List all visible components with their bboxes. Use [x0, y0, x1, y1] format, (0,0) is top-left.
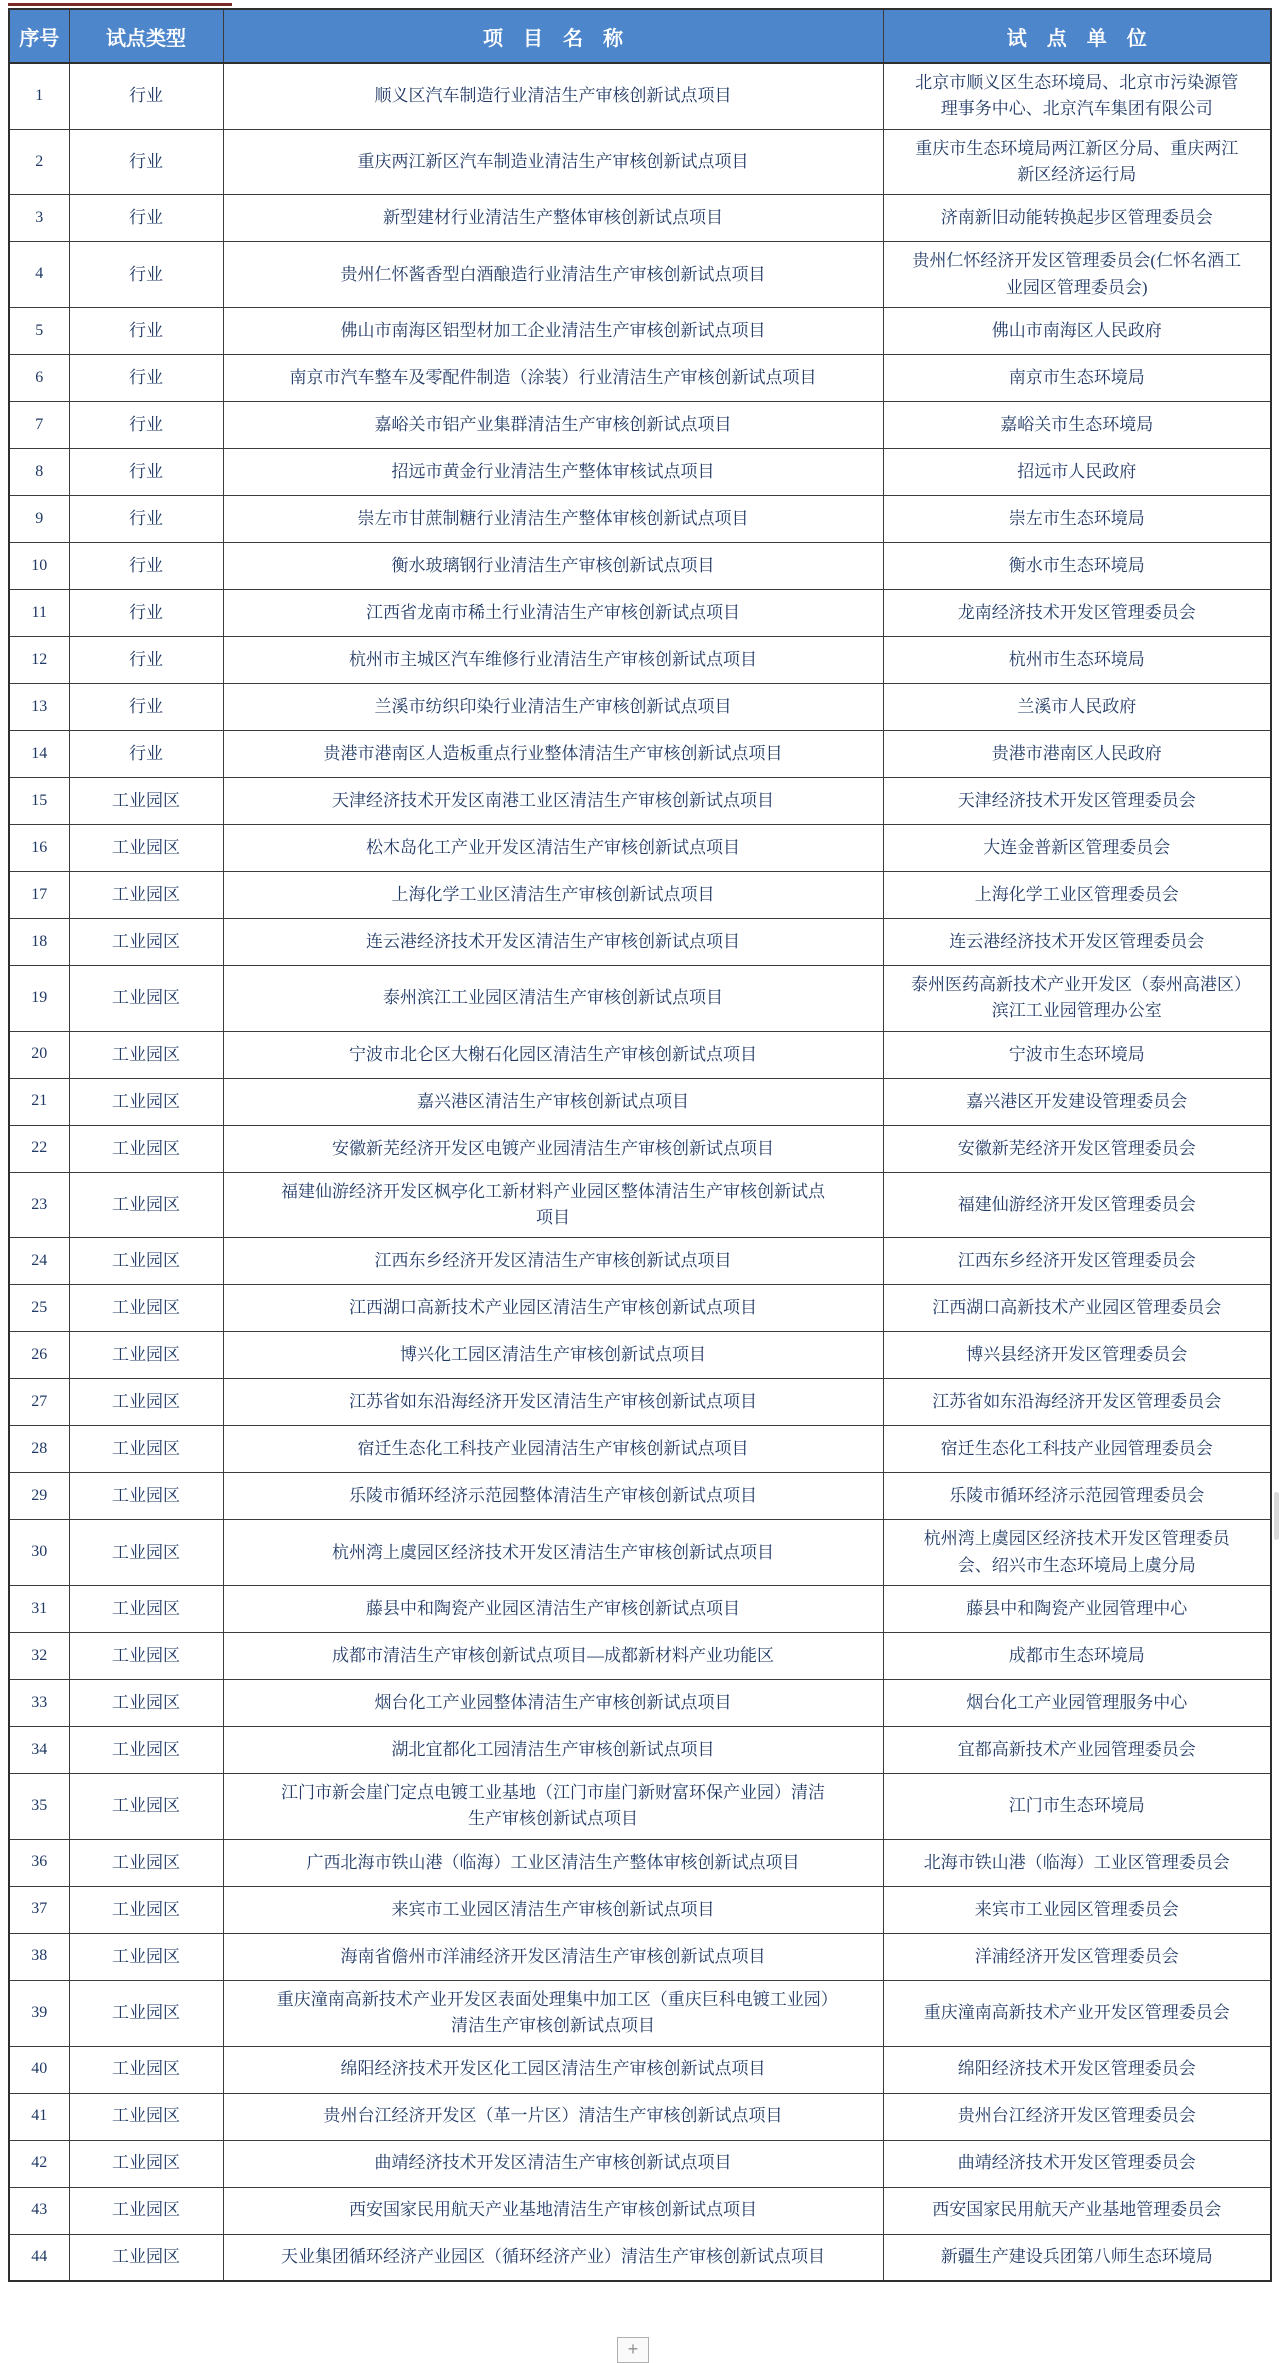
header-row: [9, 9, 1271, 63]
project-name-cell: 宿迁生态化工科技产业园清洁生产审核创新试点项目: [223, 1426, 883, 1473]
project-name-cell: 安徽新芜经济开发区电镀产业园清洁生产审核创新试点项目: [223, 1125, 883, 1172]
table-row: [9, 1727, 1271, 1774]
pilot-type-cell: 工业园区: [69, 1172, 223, 1238]
table-row: [9, 308, 1271, 355]
pilot-type-cell: 工业园区: [69, 1379, 223, 1426]
pilot-type-cell: 行业: [69, 731, 223, 778]
pilot-unit-cell: 博兴县经济开发区管理委员会: [883, 1332, 1271, 1379]
pilot-unit-cell: 大连金普新区管理委员会: [883, 825, 1271, 872]
pilot-unit-cell: 佛山市南海区人民政府: [883, 308, 1271, 355]
table-row: [9, 1839, 1271, 1886]
pilot-type-cell: 工业园区: [69, 872, 223, 919]
row-number-cell: 7: [9, 402, 69, 449]
table-row: [9, 195, 1271, 242]
table-row: [9, 1520, 1271, 1586]
pilot-type-cell: 行业: [69, 590, 223, 637]
row-number-cell: 17: [9, 872, 69, 919]
table-row: [9, 129, 1271, 195]
table-row: [9, 63, 1271, 129]
table-row: [9, 1980, 1271, 2046]
pilot-unit-cell: 洋浦经济开发区管理委员会: [883, 1933, 1271, 1980]
table-row: [9, 496, 1271, 543]
pilot-unit-cell: 安徽新芜经济开发区管理委员会: [883, 1125, 1271, 1172]
row-number-cell: 30: [9, 1520, 69, 1586]
project-name-cell: 贵港市港南区人造板重点行业整体清洁生产审核创新试点项目: [223, 731, 883, 778]
pilot-type-cell: 工业园区: [69, 2234, 223, 2281]
pilot-type-cell: 工业园区: [69, 1332, 223, 1379]
project-name-cell: 嘉兴港区清洁生产审核创新试点项目: [223, 1078, 883, 1125]
table-row: [9, 1933, 1271, 1980]
pilot-type-cell: 行业: [69, 684, 223, 731]
project-name-cell: 湖北宜都化工园清洁生产审核创新试点项目: [223, 1727, 883, 1774]
pilot-unit-cell: 北京市顺义区生态环境局、北京市污染源管理事务中心、北京汽车集团有限公司: [883, 63, 1271, 129]
row-number-cell: 18: [9, 919, 69, 966]
project-name-cell: 松木岛化工产业开发区清洁生产审核创新试点项目: [223, 825, 883, 872]
pilot-unit-cell: 北海市铁山港（临海）工业区管理委员会: [883, 1839, 1271, 1886]
table-header: [9, 9, 1271, 63]
table-row: [9, 966, 1271, 1032]
table-row: [9, 1285, 1271, 1332]
pilot-unit-cell: 曲靖经济技术开发区管理委员会: [883, 2140, 1271, 2187]
pilot-type-cell: 工业园区: [69, 2140, 223, 2187]
project-name-cell: 福建仙游经济开发区枫亭化工新材料产业园区整体清洁生产审核创新试点项目: [223, 1172, 883, 1238]
project-name-cell: 上海化学工业区清洁生产审核创新试点项目: [223, 872, 883, 919]
pilot-unit-cell: 招远市人民政府: [883, 449, 1271, 496]
project-name-cell: 重庆两江新区汽车制造业清洁生产审核创新试点项目: [223, 129, 883, 195]
project-name-cell: 绵阳经济技术开发区化工园区清洁生产审核创新试点项目: [223, 2046, 883, 2093]
row-number-cell: 12: [9, 637, 69, 684]
pilot-type-cell: 工业园区: [69, 2046, 223, 2093]
row-number-cell: 43: [9, 2187, 69, 2234]
project-name-cell: 贵州台江经济开发区（革一片区）清洁生产审核创新试点项目: [223, 2093, 883, 2140]
pilot-unit-cell: 乐陵市循环经济示范园管理委员会: [883, 1473, 1271, 1520]
project-name-cell: 江西湖口高新技术产业园区清洁生产审核创新试点项目: [223, 1285, 883, 1332]
project-name-cell: 泰州滨江工业园区清洁生产审核创新试点项目: [223, 966, 883, 1032]
table-row: [9, 1379, 1271, 1426]
table-row: [9, 1586, 1271, 1633]
row-number-cell: 14: [9, 731, 69, 778]
pilot-unit-cell: 天津经济技术开发区管理委员会: [883, 778, 1271, 825]
pilot-type-cell: 工业园区: [69, 2093, 223, 2140]
table-row: [9, 1680, 1271, 1727]
row-number-cell: 33: [9, 1680, 69, 1727]
pilot-type-cell: 工业园区: [69, 1886, 223, 1933]
row-number-cell: 5: [9, 308, 69, 355]
table-row: [9, 1473, 1271, 1520]
project-name-cell: 乐陵市循环经济示范园整体清洁生产审核创新试点项目: [223, 1473, 883, 1520]
table-row: [9, 731, 1271, 778]
row-number-cell: 20: [9, 1031, 69, 1078]
project-name-cell: 兰溪市纺织印染行业清洁生产审核创新试点项目: [223, 684, 883, 731]
pilot-unit-cell: 绵阳经济技术开发区管理委员会: [883, 2046, 1271, 2093]
row-number-cell: 39: [9, 1980, 69, 2046]
project-name-cell: 来宾市工业园区清洁生产审核创新试点项目: [223, 1886, 883, 1933]
row-number-cell: 25: [9, 1285, 69, 1332]
pilot-unit-cell: 江苏省如东沿海经济开发区管理委员会: [883, 1379, 1271, 1426]
pilot-unit-cell: 江西湖口高新技术产业园区管理委员会: [883, 1285, 1271, 1332]
table-row: [9, 402, 1271, 449]
project-name-cell: 杭州湾上虞园区经济技术开发区清洁生产审核创新试点项目: [223, 1520, 883, 1586]
table-row: [9, 1774, 1271, 1840]
table-row: [9, 1633, 1271, 1680]
pilot-type-cell: 行业: [69, 496, 223, 543]
project-name-cell: 江苏省如东沿海经济开发区清洁生产审核创新试点项目: [223, 1379, 883, 1426]
project-name-cell: 顺义区汽车制造行业清洁生产审核创新试点项目: [223, 63, 883, 129]
row-number-cell: 8: [9, 449, 69, 496]
pilot-unit-cell: 兰溪市人民政府: [883, 684, 1271, 731]
pilot-unit-cell: 福建仙游经济开发区管理委员会: [883, 1172, 1271, 1238]
pilot-unit-cell: 泰州医药高新技术产业开发区（泰州高港区）滨江工业园管理办公室: [883, 966, 1271, 1032]
pilot-type-cell: 工业园区: [69, 1078, 223, 1125]
pilot-type-cell: 工业园区: [69, 1839, 223, 1886]
project-name-cell: 杭州市主城区汽车维修行业清洁生产审核创新试点项目: [223, 637, 883, 684]
pilot-unit-cell: 重庆市生态环境局两江新区分局、重庆两江新区经济运行局: [883, 129, 1271, 195]
pilot-unit-cell: 重庆潼南高新技术产业开发区管理委员会: [883, 1980, 1271, 2046]
pilot-type-cell: 工业园区: [69, 1285, 223, 1332]
row-number-cell: 44: [9, 2234, 69, 2281]
pilot-unit-cell: 龙南经济技术开发区管理委员会: [883, 590, 1271, 637]
project-name-cell: 招远市黄金行业清洁生产整体审核试点项目: [223, 449, 883, 496]
row-number-cell: 23: [9, 1172, 69, 1238]
table-body: [9, 63, 1271, 2281]
project-name-cell: 烟台化工产业园整体清洁生产审核创新试点项目: [223, 1680, 883, 1727]
project-name-cell: 贵州仁怀酱香型白酒酿造行业清洁生产审核创新试点项目: [223, 242, 883, 308]
pilot-type-cell: 行业: [69, 543, 223, 590]
row-number-cell: 16: [9, 825, 69, 872]
project-name-cell: 重庆潼南高新技术产业开发区表面处理集中加工区（重庆巨科电镀工业园）清洁生产审核创新试点项目: [223, 1980, 883, 2046]
header-pilot-type: 试点类型: [69, 9, 223, 63]
pilot-type-cell: 行业: [69, 402, 223, 449]
table-row: [9, 778, 1271, 825]
table-row: [9, 1031, 1271, 1078]
table-row: [9, 637, 1271, 684]
project-name-cell: 博兴化工园区清洁生产审核创新试点项目: [223, 1332, 883, 1379]
project-name-cell: 成都市清洁生产审核创新试点项目—成都新材料产业功能区: [223, 1633, 883, 1680]
project-name-cell: 江西省龙南市稀土行业清洁生产审核创新试点项目: [223, 590, 883, 637]
pilot-unit-cell: 衡水市生态环境局: [883, 543, 1271, 590]
project-name-cell: 佛山市南海区铝型材加工企业清洁生产审核创新试点项目: [223, 308, 883, 355]
pilot-unit-cell: 烟台化工产业园管理服务中心: [883, 1680, 1271, 1727]
pilot-unit-cell: 藤县中和陶瓷产业园管理中心: [883, 1586, 1271, 1633]
row-number-cell: 36: [9, 1839, 69, 1886]
pilot-unit-cell: 嘉兴港区开发建设管理委员会: [883, 1078, 1271, 1125]
pilot-type-cell: 工业园区: [69, 1633, 223, 1680]
pilot-type-cell: 工业园区: [69, 1680, 223, 1727]
pilot-type-cell: 工业园区: [69, 1933, 223, 1980]
scrollbar-thumb[interactable]: [1274, 1492, 1279, 1540]
pilot-type-cell: 行业: [69, 308, 223, 355]
pilot-type-cell: 工业园区: [69, 1586, 223, 1633]
row-number-cell: 26: [9, 1332, 69, 1379]
pilot-type-cell: 行业: [69, 195, 223, 242]
project-name-cell: 崇左市甘蔗制糖行业清洁生产整体审核创新试点项目: [223, 496, 883, 543]
pilot-type-cell: 工业园区: [69, 778, 223, 825]
pilot-type-cell: 工业园区: [69, 919, 223, 966]
row-number-cell: 6: [9, 355, 69, 402]
table-row: [9, 1172, 1271, 1238]
table-row: [9, 1886, 1271, 1933]
row-number-cell: 3: [9, 195, 69, 242]
table-row: [9, 1332, 1271, 1379]
row-number-cell: 27: [9, 1379, 69, 1426]
row-number-cell: 41: [9, 2093, 69, 2140]
table-row: [9, 2093, 1271, 2140]
pilot-unit-cell: 杭州市生态环境局: [883, 637, 1271, 684]
project-name-cell: 宁波市北仑区大榭石化园区清洁生产审核创新试点项目: [223, 1031, 883, 1078]
row-number-cell: 31: [9, 1586, 69, 1633]
row-number-cell: 35: [9, 1774, 69, 1840]
row-number-cell: 4: [9, 242, 69, 308]
top-red-line: [8, 3, 232, 6]
table-row: [9, 2140, 1271, 2187]
pilot-unit-cell: 杭州湾上虞园区经济技术开发区管理委员会、绍兴市生态环境局上虞分局: [883, 1520, 1271, 1586]
project-name-cell: 衡水玻璃钢行业清洁生产审核创新试点项目: [223, 543, 883, 590]
project-name-cell: 西安国家民用航天产业基地清洁生产审核创新试点项目: [223, 2187, 883, 2234]
table-row: [9, 590, 1271, 637]
table-row: [9, 825, 1271, 872]
project-name-cell: 南京市汽车整车及零配件制造（涂装）行业清洁生产审核创新试点项目: [223, 355, 883, 402]
header-project-name: 项 目 名 称: [223, 9, 883, 63]
pilot-type-cell: 工业园区: [69, 1473, 223, 1520]
project-name-cell: 新型建材行业清洁生产整体审核创新试点项目: [223, 195, 883, 242]
pilot-unit-cell: 上海化学工业区管理委员会: [883, 872, 1271, 919]
pilot-type-cell: 工业园区: [69, 1774, 223, 1840]
header-serial-number: 序号: [9, 9, 69, 63]
pilot-type-cell: 行业: [69, 637, 223, 684]
row-number-cell: 28: [9, 1426, 69, 1473]
table-row: [9, 684, 1271, 731]
row-number-cell: 11: [9, 590, 69, 637]
pilot-type-cell: 工业园区: [69, 1031, 223, 1078]
add-row-button[interactable]: +: [617, 2337, 649, 2363]
row-number-cell: 2: [9, 129, 69, 195]
pilot-unit-cell: 宿迁生态化工科技产业园管理委员会: [883, 1426, 1271, 1473]
pilot-unit-cell: 贵州台江经济开发区管理委员会: [883, 2093, 1271, 2140]
pilot-unit-cell: 来宾市工业园区管理委员会: [883, 1886, 1271, 1933]
pilot-type-cell: 工业园区: [69, 825, 223, 872]
row-number-cell: 10: [9, 543, 69, 590]
table-row: [9, 2187, 1271, 2234]
row-number-cell: 15: [9, 778, 69, 825]
row-number-cell: 13: [9, 684, 69, 731]
row-number-cell: 19: [9, 966, 69, 1032]
row-number-cell: 29: [9, 1473, 69, 1520]
pilot-type-cell: 工业园区: [69, 1727, 223, 1774]
table-row: [9, 1238, 1271, 1285]
project-name-cell: 天津经济技术开发区南港工业区清洁生产审核创新试点项目: [223, 778, 883, 825]
project-name-cell: 海南省儋州市洋浦经济开发区清洁生产审核创新试点项目: [223, 1933, 883, 1980]
row-number-cell: 42: [9, 2140, 69, 2187]
pilot-projects-table: [8, 8, 1272, 2282]
pilot-unit-cell: 贵州仁怀经济开发区管理委员会(仁怀名酒工业园区管理委员会): [883, 242, 1271, 308]
pilot-unit-cell: 西安国家民用航天产业基地管理委员会: [883, 2187, 1271, 2234]
pilot-unit-cell: 济南新旧动能转换起步区管理委员会: [883, 195, 1271, 242]
pilot-type-cell: 工业园区: [69, 1238, 223, 1285]
row-number-cell: 21: [9, 1078, 69, 1125]
pilot-type-cell: 行业: [69, 449, 223, 496]
table-row: [9, 2046, 1271, 2093]
row-number-cell: 37: [9, 1886, 69, 1933]
pilot-unit-cell: 新疆生产建设兵团第八师生态环境局: [883, 2234, 1271, 2281]
pilot-type-cell: 行业: [69, 63, 223, 129]
pilot-type-cell: 工业园区: [69, 1426, 223, 1473]
pilot-type-cell: 行业: [69, 355, 223, 402]
project-name-cell: 连云港经济技术开发区清洁生产审核创新试点项目: [223, 919, 883, 966]
table-row: [9, 1426, 1271, 1473]
project-name-cell: 曲靖经济技术开发区清洁生产审核创新试点项目: [223, 2140, 883, 2187]
row-number-cell: 24: [9, 1238, 69, 1285]
project-name-cell: 天业集团循环经济产业园区（循环经济产业）清洁生产审核创新试点项目: [223, 2234, 883, 2281]
row-number-cell: 38: [9, 1933, 69, 1980]
table-row: [9, 919, 1271, 966]
header-pilot-unit: 试 点 单 位: [883, 9, 1271, 63]
table-row: [9, 543, 1271, 590]
pilot-unit-cell: 江门市生态环境局: [883, 1774, 1271, 1840]
project-name-cell: 藤县中和陶瓷产业园区清洁生产审核创新试点项目: [223, 1586, 883, 1633]
project-name-cell: 嘉峪关市铝产业集群清洁生产审核创新试点项目: [223, 402, 883, 449]
pilot-type-cell: 工业园区: [69, 966, 223, 1032]
pilot-unit-cell: 连云港经济技术开发区管理委员会: [883, 919, 1271, 966]
pilot-type-cell: 工业园区: [69, 1125, 223, 1172]
pilot-unit-cell: 崇左市生态环境局: [883, 496, 1271, 543]
pilot-unit-cell: 宁波市生态环境局: [883, 1031, 1271, 1078]
pilot-type-cell: 工业园区: [69, 1980, 223, 2046]
row-number-cell: 34: [9, 1727, 69, 1774]
table-row: [9, 242, 1271, 308]
table-row: [9, 2234, 1271, 2281]
row-number-cell: 32: [9, 1633, 69, 1680]
project-name-cell: 江西东乡经济开发区清洁生产审核创新试点项目: [223, 1238, 883, 1285]
table-row: [9, 355, 1271, 402]
project-name-cell: 江门市新会崖门定点电镀工业基地（江门市崖门新财富环保产业园）清洁生产审核创新试点项目: [223, 1774, 883, 1840]
pilot-unit-cell: 宜都高新技术产业园管理委员会: [883, 1727, 1271, 1774]
row-number-cell: 22: [9, 1125, 69, 1172]
pilot-unit-cell: 嘉峪关市生态环境局: [883, 402, 1271, 449]
pilot-type-cell: 工业园区: [69, 1520, 223, 1586]
pilot-type-cell: 行业: [69, 129, 223, 195]
table-row: [9, 449, 1271, 496]
table-row: [9, 1078, 1271, 1125]
pilot-type-cell: 工业园区: [69, 2187, 223, 2234]
table-row: [9, 872, 1271, 919]
row-number-cell: 1: [9, 63, 69, 129]
pilot-unit-cell: 成都市生态环境局: [883, 1633, 1271, 1680]
pilot-unit-cell: 贵港市港南区人民政府: [883, 731, 1271, 778]
row-number-cell: 40: [9, 2046, 69, 2093]
row-number-cell: 9: [9, 496, 69, 543]
table-row: [9, 1125, 1271, 1172]
pilot-unit-cell: 南京市生态环境局: [883, 355, 1271, 402]
pilot-unit-cell: 江西东乡经济开发区管理委员会: [883, 1238, 1271, 1285]
project-name-cell: 广西北海市铁山港（临海）工业区清洁生产整体审核创新试点项目: [223, 1839, 883, 1886]
pilot-type-cell: 行业: [69, 242, 223, 308]
